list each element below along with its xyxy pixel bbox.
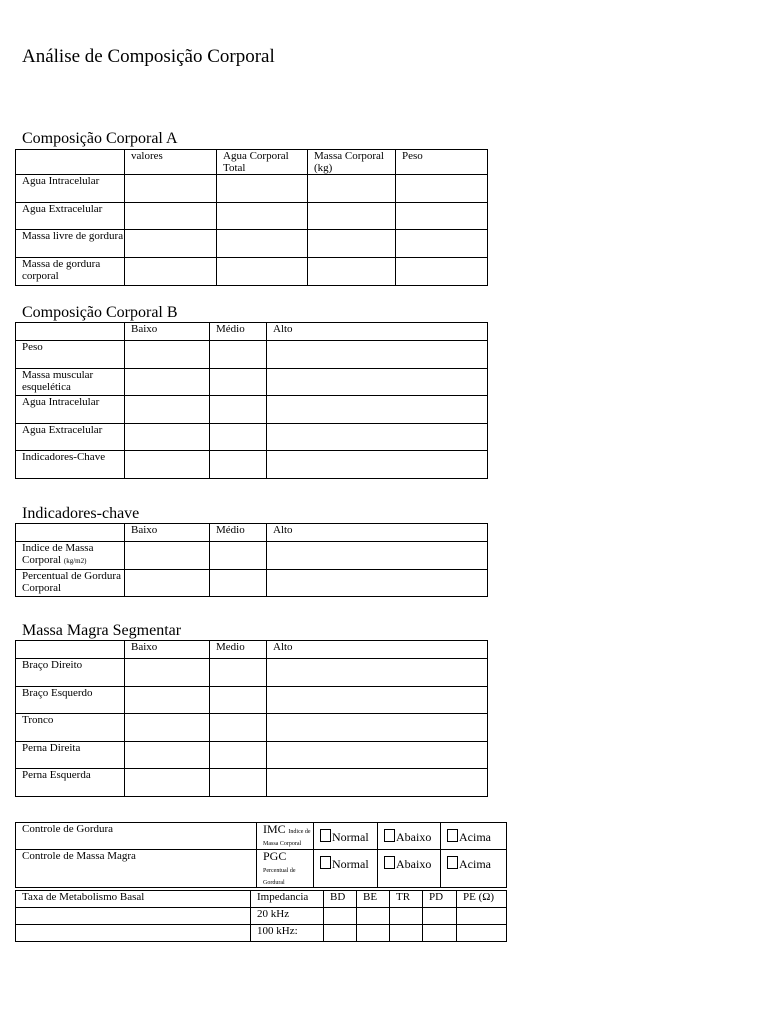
section-a-heading: Composição Corporal A [22,130,178,147]
value-cell[interactable] [324,908,357,925]
page-title: Análise de Composição Corporal [22,46,275,67]
imc-abbr: IMC [263,822,286,836]
row-label: Agua Extracelular [16,203,125,230]
header-cell: TR [390,891,423,908]
row-label: Massa de gordura corporal [16,258,125,286]
row-label: Massa livre de gordura [16,230,125,258]
value-cell[interactable] [210,451,267,479]
value-cell[interactable] [217,203,308,230]
checkbox-icon[interactable] [320,829,331,842]
value-cell[interactable] [125,769,210,797]
option-label: Acima [459,857,491,871]
value-cell[interactable] [423,908,457,925]
section-b-heading: Composição Corporal B [22,304,178,321]
header-cell: Peso [396,150,488,175]
option-acima[interactable] [441,823,507,850]
row-label: Perna Direita [16,742,125,769]
value-cell[interactable] [125,659,210,687]
header-cell: Alto [267,524,488,542]
controle-table [15,822,507,888]
header-cell: BD [324,891,357,908]
value-cell[interactable] [308,258,396,286]
value-cell[interactable] [267,570,488,597]
value-cell[interactable] [16,908,251,925]
checkbox-icon[interactable] [384,856,395,869]
row-label: Massa muscular esquelética [16,369,125,396]
option-label: Abaixo [396,857,432,871]
value-cell[interactable] [125,258,217,286]
pgc-cell [257,850,314,888]
value-cell[interactable] [125,542,210,570]
value-cell[interactable] [357,908,390,925]
composicao-b-table [15,322,488,479]
value-cell[interactable] [423,925,457,942]
value-cell[interactable] [390,925,423,942]
freq-label: 20 kHz [251,908,324,925]
value-cell[interactable] [396,230,488,258]
header-cell: Médio [210,323,267,341]
value-cell[interactable] [125,369,210,396]
value-cell[interactable] [267,424,488,451]
composicao-a-table [15,149,488,286]
value-cell[interactable] [357,925,390,942]
header-cell: Alto [267,323,488,341]
value-cell[interactable] [125,687,210,714]
row-label: Braço Direito [16,659,125,687]
row-label: Agua Intracelular [16,396,125,424]
corner-cell [16,524,125,542]
header-cell: Impedancia [251,891,324,908]
value-cell[interactable] [267,341,488,369]
row-label [16,542,125,570]
value-cell[interactable] [267,369,488,396]
row-label: Indicadores-Chave [16,451,125,479]
massa-magra-table [15,640,488,797]
imc-label: Indice de Massa Corporal [22,542,94,566]
corner-cell [16,323,125,341]
option-normal[interactable] [314,823,378,850]
value-cell[interactable] [396,175,488,203]
value-cell[interactable] [267,687,488,714]
value-cell[interactable] [210,424,267,451]
row-label: Braço Esquerdo [16,687,125,714]
option-label: Acima [459,830,491,844]
header-cell: Baixo [125,323,210,341]
value-cell[interactable] [267,714,488,742]
value-cell[interactable] [217,175,308,203]
header-cell: Massa Corporal (kg) [308,150,396,175]
header-cell: Agua Corporal Total [217,150,308,175]
option-label: Normal [332,857,369,871]
freq-label: 100 kHz: [251,925,324,942]
value-cell[interactable] [125,175,217,203]
value-cell[interactable] [324,925,357,942]
value-cell[interactable] [267,451,488,479]
row-label: Perna Esquerda [16,769,125,797]
value-cell[interactable] [16,925,251,942]
value-cell[interactable] [210,369,267,396]
row-label: Tronco [16,714,125,742]
value-cell[interactable] [390,908,423,925]
value-cell[interactable] [308,203,396,230]
option-abaixo[interactable] [378,850,441,888]
value-cell[interactable] [210,341,267,369]
header-cell: Medio [210,641,267,659]
imc-desc: Indice de Massa Corporal [263,829,311,847]
row-label: Agua Extracelular [16,424,125,451]
checkbox-icon[interactable] [447,829,458,842]
value-cell[interactable] [125,203,217,230]
value-cell[interactable] [308,230,396,258]
value-cell[interactable] [210,570,267,597]
section-d-heading: Massa Magra Segmentar [22,622,182,639]
header-cell: BE [357,891,390,908]
value-cell[interactable] [125,424,210,451]
option-normal[interactable] [314,850,378,888]
option-label: Normal [332,830,369,844]
imc-unit: (kg/m2) [63,557,87,565]
header-cell: PD [423,891,457,908]
checkbox-icon[interactable] [384,829,395,842]
value-cell[interactable] [125,396,210,424]
pgc-desc: Percentual de Gordural [263,868,296,886]
value-cell[interactable] [217,230,308,258]
value-cell[interactable] [210,396,267,424]
tmb-label: Taxa de Metabolismo Basal [16,891,251,908]
value-cell[interactable] [210,769,267,797]
header-cell: Alto [267,641,488,659]
indicadores-table [15,523,488,597]
header-cell: Baixo [125,524,210,542]
option-label: Abaixo [396,830,432,844]
header-cell: valores [125,150,217,175]
value-cell[interactable] [267,659,488,687]
row-label: Agua Intracelular [16,175,125,203]
header-cell: Médio [210,524,267,542]
option-acima[interactable] [441,850,507,888]
value-cell[interactable] [125,742,210,769]
row-label: Peso [16,341,125,369]
pgc-abbr: PGC [263,849,287,863]
value-cell[interactable] [457,925,507,942]
checkbox-icon[interactable] [447,856,458,869]
value-cell[interactable] [125,451,210,479]
corner-cell [16,150,125,175]
option-abaixo[interactable] [378,823,441,850]
header-cell: Baixo [125,641,210,659]
value-cell[interactable] [308,175,396,203]
value-cell[interactable] [267,396,488,424]
value-cell[interactable] [210,742,267,769]
value-cell[interactable] [125,714,210,742]
row-label: Percentual de Gordura Corporal [16,570,125,597]
value-cell[interactable] [267,542,488,570]
value-cell[interactable] [125,230,217,258]
value-cell[interactable] [267,742,488,769]
header-cell: PE (Ω) [457,891,507,908]
imc-cell [257,823,314,850]
value-cell[interactable] [125,341,210,369]
value-cell[interactable] [267,769,488,797]
value-cell[interactable] [210,659,267,687]
section-c-heading: Indicadores-chave [22,505,140,522]
value-cell[interactable] [210,714,267,742]
value-cell[interactable] [217,258,308,286]
row-label: Controle de Massa Magra [16,850,257,888]
value-cell[interactable] [396,203,488,230]
tmb-table [15,890,507,942]
row-label: Controle de Gordura [16,823,257,850]
corner-cell [16,641,125,659]
checkbox-icon[interactable] [320,856,331,869]
value-cell[interactable] [396,258,488,286]
value-cell[interactable] [210,542,267,570]
value-cell[interactable] [210,687,267,714]
value-cell[interactable] [457,908,507,925]
value-cell[interactable] [125,570,210,597]
